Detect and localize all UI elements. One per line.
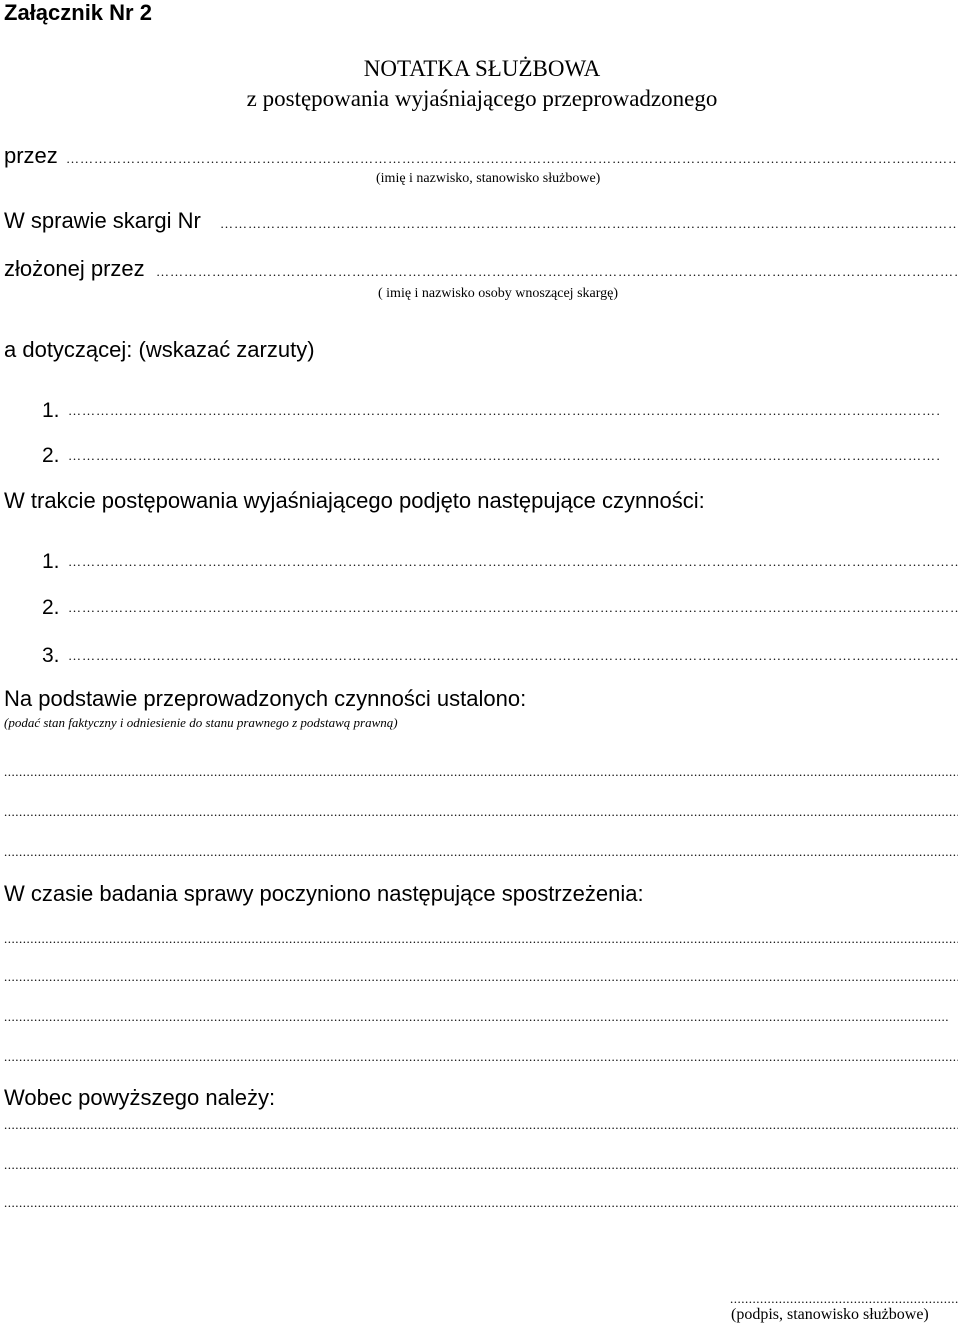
complaint-label: W sprawie skargi Nr [4, 208, 201, 233]
complaint-number-field[interactable] [220, 217, 958, 230]
actions-heading: W trakcie postępowania wyjaśniającego podjęto następujące czynności: [4, 488, 705, 513]
conclusion-line-2[interactable] [4, 1158, 958, 1171]
action-number-1: 1. [42, 550, 60, 573]
findings-line-2[interactable] [4, 805, 958, 818]
action-field-1[interactable] [68, 555, 958, 568]
charge-number-2: 2. [42, 444, 60, 467]
appendix-number: Załącznik Nr 2 [4, 0, 152, 25]
charge-number-1: 1. [42, 399, 60, 422]
filed-by-caption: ( imię i nazwisko osoby wnoszącej skargę) [378, 286, 619, 301]
charge-field-1[interactable] [68, 404, 940, 417]
conclusion-line-1[interactable] [4, 1118, 958, 1131]
signature-field[interactable] [730, 1292, 958, 1305]
findings-heading: Na podstawie przeprowadzonych czynności ustalono: [4, 686, 527, 711]
by-label: przez [4, 143, 58, 168]
filed-by-field[interactable] [156, 265, 958, 278]
observations-line-1[interactable] [4, 932, 958, 945]
document-title: NOTATKA SŁUŻBOWA [363, 56, 601, 81]
observations-line-2[interactable] [4, 970, 958, 983]
observations-heading: W czasie badania sprawy poczyniono następujące spostrzeżenia: [4, 881, 644, 906]
charge-field-2[interactable] [68, 449, 940, 462]
observations-line-4[interactable] [4, 1050, 958, 1063]
findings-line-1[interactable] [4, 765, 958, 778]
action-field-2[interactable] [68, 601, 958, 614]
findings-note: (podać stan faktyczny i odniesienie do stanu prawnego z podstawą prawną) [4, 715, 398, 730]
action-field-3[interactable] [68, 649, 958, 662]
concerning-label: a dotyczącej: (wskazać zarzuty) [4, 337, 315, 362]
by-caption: (imię i nazwisko, stanowisko służbowe) [376, 171, 601, 186]
conclusion-line-3[interactable] [4, 1196, 958, 1209]
filed-by-label: złożonej przez [4, 256, 145, 281]
conclusion-heading: Wobec powyższego należy: [4, 1085, 276, 1110]
document-subtitle: z postępowania wyjaśniającego przeprowadzonego [246, 86, 718, 111]
action-number-3: 3. [42, 644, 60, 667]
by-field[interactable] [66, 152, 958, 165]
action-number-2: 2. [42, 596, 60, 619]
signature-caption: (podpis, stanowisko służbowe) [731, 1306, 929, 1323]
observations-line-3[interactable] [4, 1010, 948, 1023]
findings-line-3[interactable] [4, 845, 958, 858]
